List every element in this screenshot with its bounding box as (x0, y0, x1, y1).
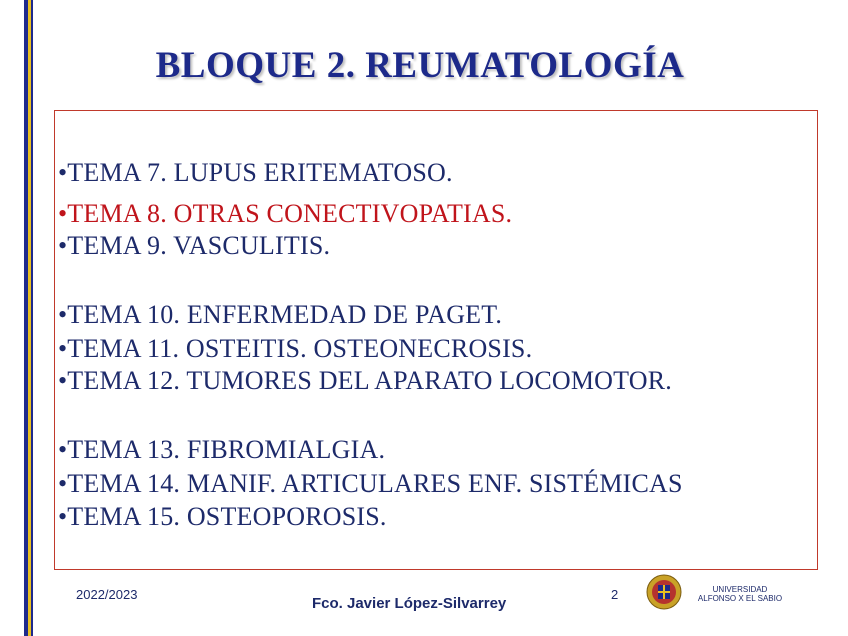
topic-item-15: •TEMA 15. OSTEOPOROSIS. (58, 502, 387, 531)
page-number: 2 (611, 587, 619, 602)
topic-item-10: •TEMA 10. ENFERMEDAD DE PAGET. (58, 300, 503, 329)
footer-year: 2022/2023 (76, 587, 138, 602)
topic-item-9: •TEMA 9. VASCULITIS. (58, 231, 331, 260)
topic-item-8-highlighted: •TEMA 8. OTRAS CONECTIVOPATIAS. (58, 199, 513, 228)
topic-item-12: •TEMA 12. TUMORES DEL APARATO LOCOMOTOR. (58, 366, 672, 395)
topic-item-7: •TEMA 7. LUPUS ERITEMATOSO. (58, 158, 453, 187)
footer-author: Fco. Javier López-Silvarrey (312, 595, 507, 612)
university-seal-icon (646, 574, 682, 610)
slide-title: BLOQUE 2. REUMATOLOGÍA (155, 45, 685, 86)
topic-item-11: •TEMA 11. OSTEITIS. OSTEONECROSIS. (58, 334, 533, 363)
left-border-blue-inner (31, 0, 33, 636)
topic-item-13: •TEMA 13. FIBROMIALGIA. (58, 435, 386, 464)
university-name: UNIVERSIDAD ALFONSO X EL SABIO (697, 585, 783, 603)
topic-item-14: •TEMA 14. MANIF. ARTICULARES ENF. SISTÉMICAS (58, 469, 683, 498)
